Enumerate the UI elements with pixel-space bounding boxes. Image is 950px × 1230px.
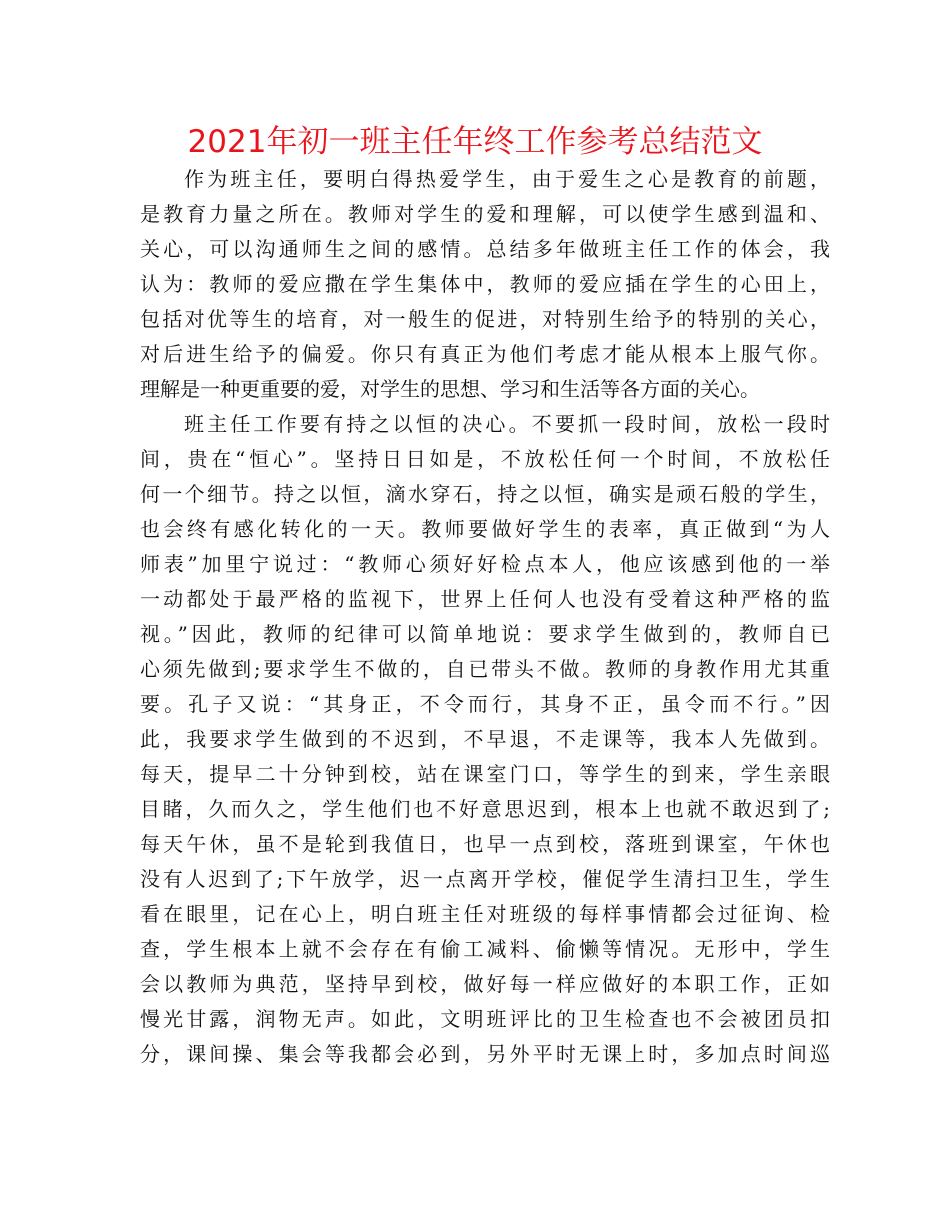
document-body (140, 162, 830, 1072)
text-line: 班主任工作要有持之以恒的决心。不要抓一段时间，放松一段时 (184, 412, 830, 436)
text-line: 查，学生根本上就不会存在有偷工减料、偷懒等情况。无形中，学生 (140, 937, 830, 961)
text-line: 每天午休，虽不是轮到我值日，也早一点到校，落班到课室，午休也 (140, 832, 830, 856)
text-line: 会以教师为典范，坚持早到校，做好每一样应做好的本职工作，正如 (140, 972, 830, 996)
text-line: 是教育力量之所在。教师对学生的爱和理解，可以使学生感到温和、 (140, 202, 830, 226)
text-line: 没有人迟到了;下午放学，迟一点离开学校，催促学生清扫卫生，学生 (140, 867, 830, 891)
document-title: 2021年初一班主任年终工作参考总结范文 (187, 124, 763, 160)
text-line: 一动都处于最严格的监视下，世界上任何人也没有受着这种严格的监 (140, 587, 830, 611)
text-line: 也会终有感化转化的一天。教师要做好学生的表率，真正做到“为人 (140, 517, 830, 541)
text-line: 视。”因此，教师的纪律可以简单地说：要求学生做到的，教师自已 (140, 622, 830, 646)
text-line: 理解是一种更重要的爱，对学生的思想、学习和生活等各方面的关心。 (140, 377, 760, 401)
text-line: 此，我要求学生做到的不迟到，不早退，不走课等，我本人先做到。 (140, 727, 830, 751)
text-line: 分，课间操、集会等我都会必到，另外平时无课上时，多加点时间巡 (140, 1042, 830, 1066)
text-line: 关心，可以沟通师生之间的感情。总结多年做班主任工作的体会，我 (140, 237, 830, 261)
text-line: 每天，提早二十分钟到校，站在课室门口，等学生的到来，学生亲眼 (140, 762, 830, 786)
text-line: 目睹，久而久之，学生他们也不好意思迟到，根本上也就不敢迟到了; (140, 797, 830, 821)
text-line: 慢光甘露，润物无声。如此，文明班评比的卫生检查也不会被团员扣 (140, 1007, 830, 1031)
text-line: 间，贵在“恒心”。坚持日日如是，不放松任何一个时间，不放松任 (140, 447, 830, 471)
text-line: 对后进生给予的偏爱。你只有真正为他们考虑才能从根本上服气你。 (140, 342, 830, 366)
text-line: 心须先做到;要求学生不做的，自已带头不做。教师的身教作用尤其重 (140, 657, 830, 681)
text-line: 认为：教师的爱应撒在学生集体中，教师的爱应插在学生的心田上， (140, 272, 830, 296)
text-line: 要。孔子又说：“其身正，不令而行，其身不正，虽令而不行。”因 (140, 692, 830, 716)
text-line: 师表”加里宁说过：“教师心须好好检点本人，他应该感到他的一举 (140, 552, 830, 576)
text-line: 看在眼里，记在心上，明白班主任对班级的每样事情都会过征询、检 (140, 902, 830, 926)
text-line: 作为班主任，要明白得热爱学生，由于爱生之心是教育的前题， (184, 167, 830, 191)
paragraph-1 (140, 162, 830, 407)
text-line: 何一个细节。持之以恒，滴水穿石，持之以恒，确实是顽石般的学生， (140, 482, 830, 506)
text-line: 包括对优等生的培育，对一般生的促进，对特别生给予的特别的关心， (140, 307, 830, 331)
paragraph-2 (140, 407, 830, 1072)
